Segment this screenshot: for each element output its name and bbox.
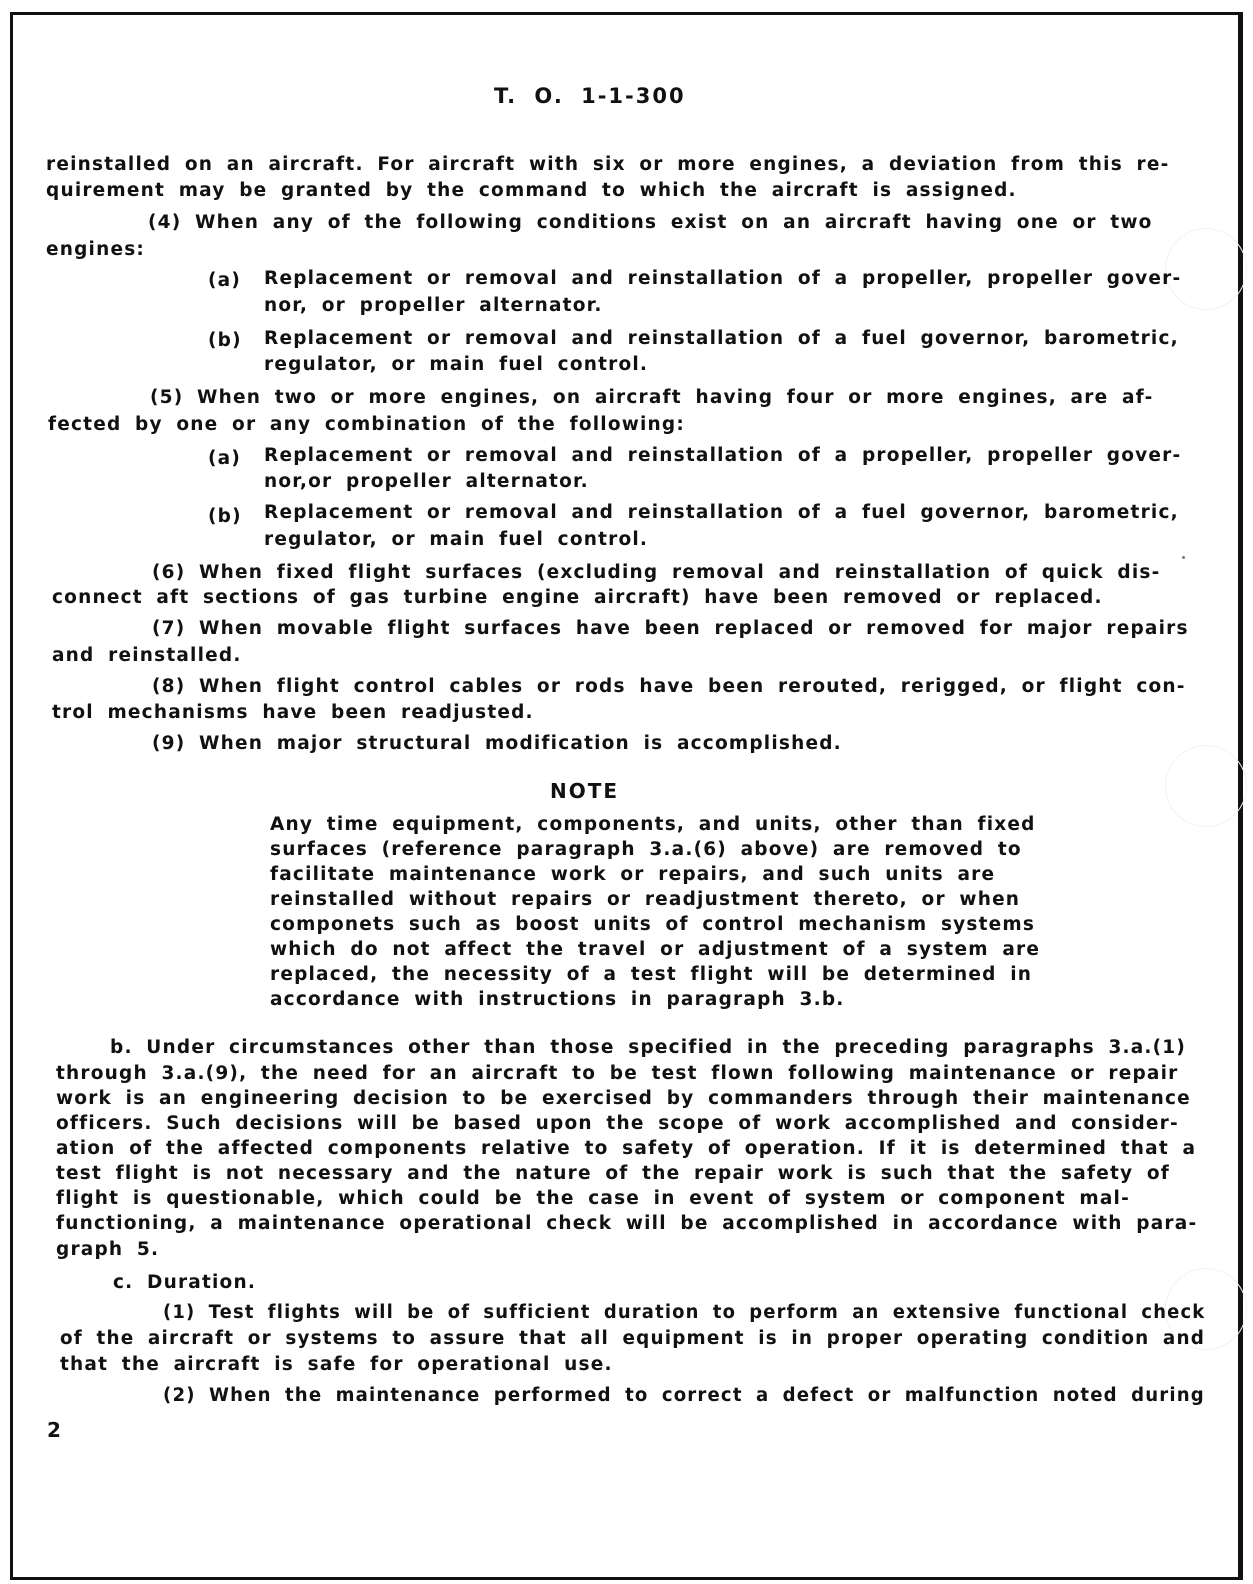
- note-line: accordance with instructions in paragraph 3.b.: [270, 989, 845, 1010]
- note-title: NOTE: [550, 779, 620, 803]
- text-line: graph 5.: [56, 1239, 160, 1260]
- text-line: quirement may be granted by the command to which the aircraft is assigned.: [46, 180, 1017, 201]
- text-line: flight is questionable, which could be the case in event of system or component mal-: [56, 1188, 1130, 1209]
- punch-hole: [1165, 745, 1247, 827]
- text-line: reinstalled on an aircraft. For aircraft with six or more engines, a deviation from this re-: [46, 154, 1170, 175]
- text-line: officers. Such decisions will be based upon the scope of work accomplished and consider-: [56, 1113, 1179, 1134]
- item-label: (b): [208, 330, 242, 351]
- note-line: replaced, the necessity of a test flight will be determined in: [270, 964, 1033, 985]
- text-line: work is an engineering decision to be exercised by commanders through their maintenance: [56, 1088, 1191, 1109]
- text-line: of the aircraft or systems to assure that all equipment is in proper operating condition and: [60, 1328, 1206, 1349]
- text-line: connect aft sections of gas turbine engine aircraft) have been removed or replaced.: [52, 587, 1103, 608]
- text-line: (6) When fixed flight surfaces (excluding removal and reinstallation of quick dis-: [152, 562, 1161, 583]
- item-label: (a): [208, 448, 241, 469]
- text-line: (2) When the maintenance performed to correct a defect or malfunction noted during: [163, 1385, 1205, 1406]
- speck: [1182, 556, 1185, 559]
- item-label: (a): [208, 270, 241, 291]
- page-number: 2: [47, 1418, 63, 1442]
- text-line: b. Under circumstances other than those specified in the preceding paragraphs 3.a.(1): [110, 1037, 1187, 1058]
- text-line: engines:: [46, 239, 146, 260]
- text-line: test flight is not necessary and the nature of the repair work is such that the safety of: [56, 1163, 1171, 1184]
- note-line: which do not affect the travel or adjustment of a system are: [270, 939, 1041, 960]
- note-line: reinstalled without repairs or readjustment thereto, or when: [270, 889, 1021, 910]
- header-title: T. O. 1-1-300: [494, 84, 686, 108]
- item-label: (b): [208, 506, 242, 527]
- text-line: Replacement or removal and reinstallation of a fuel governor, barometric,: [264, 502, 1179, 523]
- text-line: nor, or propeller alternator.: [264, 295, 603, 316]
- text-line: (8) When flight control cables or rods have been rerouted, rerigged, or flight con-: [152, 676, 1186, 697]
- text-line: regulator, or main fuel control.: [264, 354, 649, 375]
- text-line: (4) When any of the following conditions exist on an aircraft having one or two: [148, 212, 1153, 233]
- text-line: (1) Test flights will be of sufficient duration to perform an extensive functional check: [163, 1302, 1206, 1323]
- text-line: nor,or propeller alternator.: [264, 471, 589, 492]
- note-line: facilitate maintenance work or repairs, and such units are: [270, 864, 996, 885]
- text-line: regulator, or main fuel control.: [264, 529, 649, 550]
- note-line: Any time equipment, components, and units, other than fixed: [270, 814, 1036, 835]
- text-line: (9) When major structural modification is accomplished.: [152, 733, 842, 754]
- text-line: trol mechanisms have been readjusted.: [52, 702, 534, 723]
- text-line: (5) When two or more engines, on aircraft having four or more engines, are af-: [150, 387, 1154, 408]
- text-line: functioning, a maintenance operational check will be accomplished in accordance with para-: [56, 1213, 1198, 1234]
- text-line: (7) When movable flight surfaces have been replaced or removed for major repairs: [152, 618, 1189, 639]
- note-line: componets such as boost units of control mechanism systems: [270, 914, 1036, 935]
- text-line: c. Duration.: [113, 1272, 257, 1293]
- text-line: Replacement or removal and reinstallation of a propeller, propeller gover-: [264, 268, 1182, 289]
- text-line: Replacement or removal and reinstallation of a propeller, propeller gover-: [264, 445, 1182, 466]
- text-line: Replacement or removal and reinstallation of a fuel governor, barometric,: [264, 328, 1179, 349]
- text-line: fected by one or any combination of the following:: [48, 414, 685, 435]
- text-line: that the aircraft is safe for operational use.: [60, 1354, 613, 1375]
- note-line: surfaces (reference paragraph 3.a.(6) above) are removed to: [270, 839, 1022, 860]
- text-line: ation of the affected components relative to safety of operation. If it is determined that a: [56, 1138, 1197, 1159]
- text-line: through 3.a.(9), the need for an aircraft to be test flown following maintenance or repair: [56, 1063, 1179, 1084]
- text-line: and reinstalled.: [52, 645, 242, 666]
